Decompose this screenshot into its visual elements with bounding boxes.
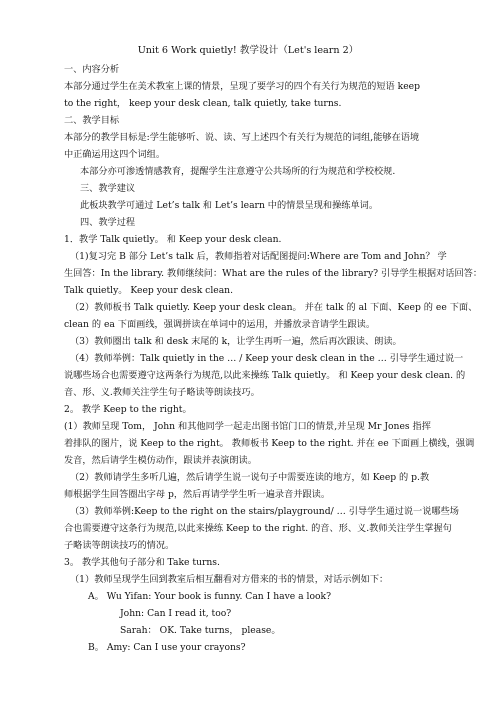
body-line: 此板块教学可通过 Let’s talk 和 Let’s learn 中的情景呈现和操练单词。 bbox=[80, 200, 379, 211]
document-title: Unit 6 Work quietly! 教学设计（Let's learn 2） bbox=[137, 45, 359, 56]
body-line: 合也需要遵守这条行为规范,以此来操练 Keep to the right. 的音、形、义.教师关注学生掌握句 bbox=[64, 523, 452, 534]
body-line: 子略读等朗读技巧的情况。 bbox=[64, 540, 175, 551]
dialogue-line: Sarah： OK. Take turns， please。 bbox=[120, 625, 281, 636]
dialogue-line: A。 Wu Yifan: Your book is funny. Can I have a look? bbox=[88, 591, 332, 602]
body-line: 师根据学生回答圈出字母 p，然后再请学学生听一遍录音并跟读。 bbox=[64, 489, 331, 500]
body-line: 本部分通过学生在美术教室上课的情景，呈现了要学习的四个有关行为规范的短语 keep bbox=[64, 81, 420, 92]
step-heading: 1．教学 Talk quietly。 和 Keep your desk clean. bbox=[64, 234, 282, 245]
dialogue-line: B。 Amy: Can I use your crayons? bbox=[88, 642, 246, 653]
body-line: 中正确运用这四个词组。 bbox=[64, 149, 166, 160]
body-line: 说哪些场合也需要遵守这两条行为规范,以此来操练 Talk quietly。 和 Keep your desk clean. 的 bbox=[64, 370, 466, 381]
body-line: （1)复习完 B 部分 Let’s talk 后，教师指着对话配图提问:Where are Tom and John？ 学 bbox=[70, 251, 447, 262]
body-line: 本部分亦可渗透情感教育，提醒学生注意遵守公共场所的行为规范和学校校规. bbox=[80, 166, 396, 177]
section-heading-teaching-process: 四、教学过程 bbox=[80, 217, 136, 228]
body-line: （4）教师举例：Talk quietly in the … / Keep your desk clean in the … 引导学生通过说一 bbox=[70, 353, 464, 364]
dialogue-line: John: Can I read it, too? bbox=[120, 608, 232, 619]
body-line: clean 的 ea 下面画线，强调拼读在单词中的运用，并播放录音请学生跟读。 bbox=[64, 319, 376, 330]
body-line: 生回答：In the library. 教师继续问：What are the rules of the library? 引导学生根据对话回答： bbox=[64, 268, 483, 279]
section-heading-teaching-suggestions: 三、教学建议 bbox=[80, 183, 136, 194]
body-line: （1）教师呈现学生回到教室后相互翻看对方借来的书的情景，对话示例如下： bbox=[70, 574, 389, 585]
body-line: （2）教师请学生多听几遍，然后请学生说一说句子中需要连读的地方，如 Keep 的 p.教 bbox=[70, 472, 430, 483]
body-line: to the right， keep your desk clean, talk quietly, take turns. bbox=[64, 98, 342, 109]
body-line: （3）教师圈出 talk 和 desk 末尾的 k，让学生再听一遍，然后再次跟读、朗读。 bbox=[70, 336, 402, 347]
body-line: 本部分的教学目标是:学生能够听、说、读、写上述四个有关行为规范的词组,能够在语境 bbox=[64, 132, 420, 143]
step-heading: 3。 教学其他句子部分和 Take turns. bbox=[64, 557, 220, 568]
step-heading: 2。 教学 Keep to the right。 bbox=[64, 404, 192, 415]
body-line: （2）教师板书 Talk quietly. Keep your desk clean。 并在 talk 的 al 下面、Keep 的 ee 下面、 bbox=[70, 302, 478, 313]
body-line: 发音，然后请学生模仿动作，跟读并表演朗读。 bbox=[64, 455, 257, 466]
body-line: （3）教师举例:Keep to the right on the stairs/playground/ … 引导学生通过说一说哪些场 bbox=[70, 506, 459, 517]
body-line: 音、形、义.教师关注学生句子略读等朗读技巧。 bbox=[64, 387, 260, 398]
body-line: (1）教师呈现 Tom， John 和其他同学一起走出图书馆门口的情景,并呈现 Mr Jones 指挥 bbox=[64, 421, 431, 432]
body-line: 着排队的图片，说 Keep to the right。 教师板书 Keep to the right. 并在 ee 下面画上横线，强调 bbox=[64, 438, 475, 449]
body-line: Talk quietly。 Keep your desk clean. bbox=[64, 285, 234, 296]
section-heading-teaching-goals: 二、教学目标 bbox=[64, 115, 120, 126]
section-heading-content-analysis: 一、内容分析 bbox=[64, 64, 120, 75]
